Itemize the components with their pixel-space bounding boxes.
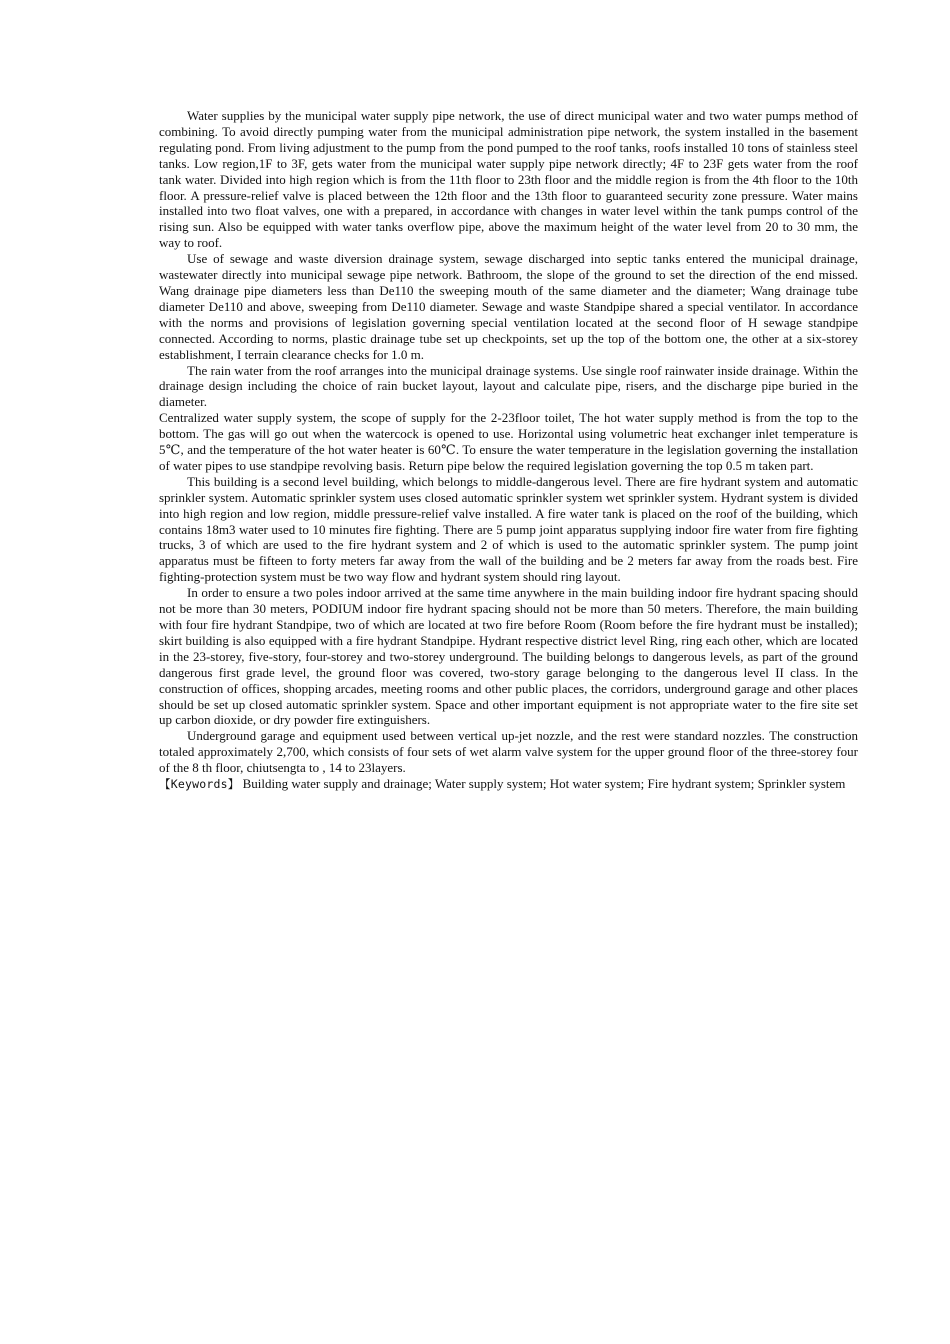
keywords-text: Building water supply and drainage; Water supply system; Hot water system; Fire hydrant system; Sprinkler system bbox=[239, 776, 846, 792]
keywords-label: 【Keywords】 bbox=[159, 777, 240, 792]
paragraph-sewage-drainage: Use of sewage and waste diversion drainage system, sewage discharged into septic tanks entered the municipal drainage, wastewater directly into municipal sewage pipe network. Bathroom, the slope of the ground to set the direction of the end missed. Wang drainage pipe diameters less than De110 the sweeping mouth of the same diameter and the diameter; Wang drainage tube diameter De110 and above, sweeping from De110 diameter. Sewage and waste Standpipe shared a special ventilator. In accordance with the norms and provisions of legislation governing special ventilation located at the second floor of H sewage standpipe connected. According to norms, plastic drainage tube set up checkpoints, set up the top of the bottom one, the other at a six-storey establishment, I terrain clearance checks for 1.0 m. bbox=[159, 251, 858, 362]
paragraph-sprinkler: Underground garage and equipment used between vertical up-jet nozzle, and the rest were standard nozzles. The construction totaled approximately 2,700, which consists of four sets of wet alarm valve system for the upper ground floor of the three-storey four of the 8 th floor, chiutsengta to , 14 to 23layers. bbox=[159, 728, 858, 776]
paragraph-rainwater: The rain water from the roof arranges into the municipal drainage systems. Use single roof rainwater inside drainage. Within the drainage design including the choice of rain bucket layout, layout and calculate pipe, risers, and the discharge pipe buried in the diameter. bbox=[159, 362, 858, 410]
paragraph-water-supply: Water supplies by the municipal water supply pipe network, the use of direct municipal water and two water pumps method of combining. To avoid directly pumping water from the municipal administration pipe network, the system installed in the basement regulating pond. From living adjustment to the pump from the pond pumped to the roof tanks, roofs installed 10 tons of stainless steel tanks. Low region,1F to 3F, gets water from the municipal water supply pipe network directly; 4F to 23F gets water from the roof tank water. Divided into high region which is from the 11th floor to 23th floor and the middle region is from the 4th floor to the 10th floor. A pressure-relief valve is placed between the 12th floor and the 13th floor to guaranteed security zone pressure. Water mains installed into two float valves, one with a prepared, in accordance with changes in water level within the tank pumps control of the rising sun. Also be equipped with water tanks overflow pipe, above the maximum height of the water level from 20 to 30 mm, the way to roof. bbox=[159, 108, 858, 251]
paragraph-hot-water: Centralized water supply system, the scope of supply for the 2-23floor toilet, The hot water supply method is from the top to the bottom. The gas will go out when the watercock is opened to use. Horizontal using volumetric heat exchanger inlet temperature is 5℃, and the temperature of the hot water heater is 60℃. To ensure the water temperature in the legislation governing the installation of water pipes to use standpipe revolving basis. Return pipe below the required legislation governing the top 0.5 m taken part. bbox=[159, 410, 858, 473]
keywords-line bbox=[159, 776, 858, 793]
document-body bbox=[159, 108, 858, 793]
paragraph-fire-protection: This building is a second level building, which belongs to middle-dangerous level. There are fire hydrant system and automatic sprinkler system. Automatic sprinkler system uses closed automatic sprinkler system wet sprinkler system. Hydrant system is divided into high region and low region, middle pressure-relief valve installed. A fire water tank is placed on the roof of the building, which contains 18m3 water used to 10 minutes fire fighting. There are 5 pump joint apparatus supplying indoor fire water from fire fighting trucks, 3 of which are used to the fire hydrant system and 2 of which is used to the automatic sprinkler system. The pump joint apparatus must be fifteen to forty meters far away from the wall of the building and be 2 meters far away from the roads best. Fire fighting-protection system must be two way flow and hydrant system should ring layout. bbox=[159, 473, 858, 585]
paragraph-fire-hydrant: In order to ensure a two poles indoor arrived at the same time anywhere in the main building indoor fire hydrant spacing should not be more than 30 meters, PODIUM indoor fire hydrant spacing should not be more than 50 meters. Therefore, the main building with four fire hydrant Standpipe, two of which are located at two fire before Room (Room before the fire hydrant must be installed); skirt building is also equipped with a fire hydrant Standpipe. Hydrant respective district level Ring, ring each other, which are located in the 23-storey, five-story, four-storey and two-storey underground. The building belongs to dangerous levels, as part of the ground dangerous first grade level, the ground floor was covered, two-story garage belonging to the dangerous level II class. In the construction of offices, shopping arcades, meeting rooms and other public places, the corridors, underground garage and other places should be set up closed automatic sprinkler system. Space and other important equipment is not appropriate water to the fire site set up carbon dioxide, or dry powder fire extinguishers. bbox=[159, 585, 858, 728]
